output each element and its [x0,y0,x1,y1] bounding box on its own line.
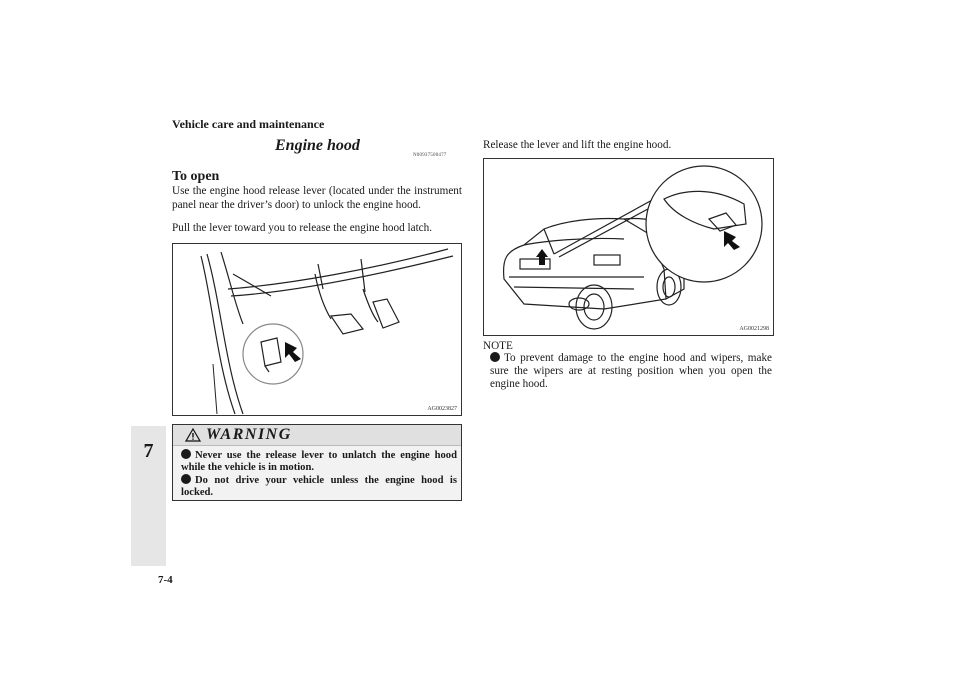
warning-label: WARNING [206,426,292,443]
bullet-icon [490,352,500,362]
vehicle-hood-figure [483,158,774,336]
section-title: Engine hood [275,137,360,154]
warning-item-text: Never use the release lever to unlatch the engine hood while the vehicle is in motion. [181,450,457,473]
warning-header [173,425,461,446]
vehicle-hood-lift-illustration [484,159,773,335]
hood-release-figure [172,243,462,416]
warning-item [181,474,457,499]
paragraph-1: Use the engine hood release lever (located under the instrument panel near the driver’s door) to unlock the engine hood. [172,185,462,211]
page-header: Vehicle care and maintenance [172,117,325,131]
note-label: NOTE [483,340,513,352]
section-code: N00937500477 [413,153,447,158]
bullet-icon [181,474,191,484]
chapter-tab-number: 7 [143,440,154,462]
warning-item [181,449,457,474]
warning-item-text: Do not drive your vehicle unless the engine hood is locked. [181,475,457,498]
figure-code: AG0023827 [427,406,457,412]
page-number: 7-4 [158,574,173,586]
note-item [490,352,772,391]
bullet-icon [181,449,191,459]
warning-box [172,424,462,501]
note-item-text: To prevent damage to the engine hood and wipers, make sure the wipers are at resting position when you open the engine hood. [490,352,772,390]
hood-release-lever-illustration [173,244,461,415]
release-instruction: Release the lever and lift the engine hood. [483,139,672,151]
warning-triangle-icon [185,428,201,442]
paragraph-2: Pull the lever toward you to release the engine hood latch. [172,222,433,234]
subheading: To open [172,169,220,184]
figure-code: AG0021298 [739,326,769,332]
